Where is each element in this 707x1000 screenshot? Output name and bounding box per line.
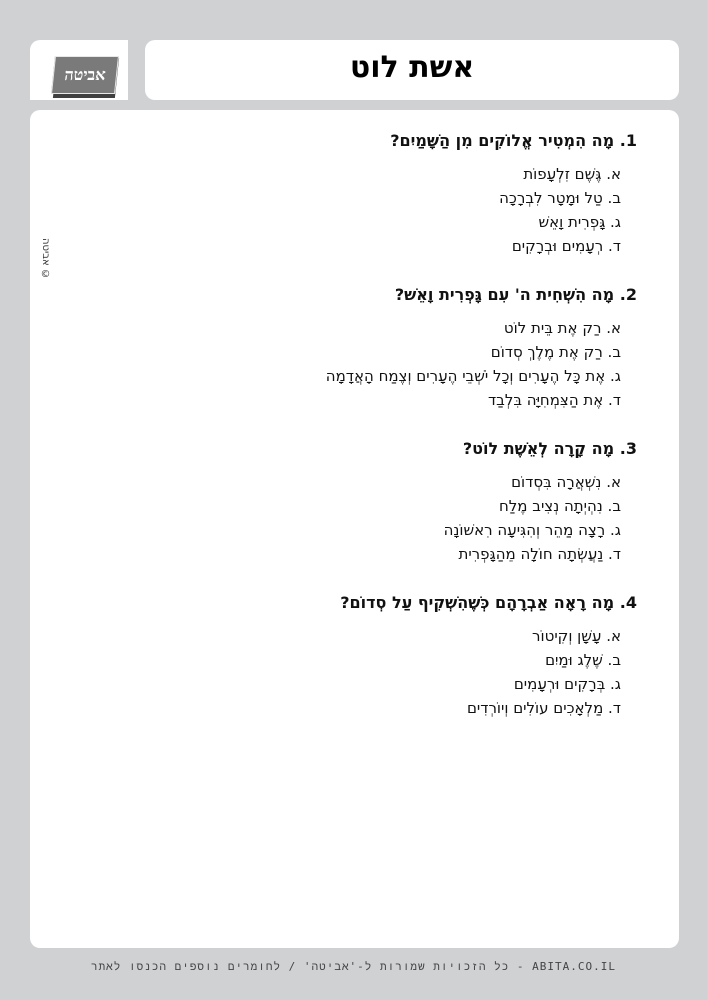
answer-option: ג. אֶת כָּל הֶעָרִים וְכָל יֹשְׁבֵי הֶעָרִים וְצֶמַח הָאֲדָמָה <box>325 367 621 385</box>
answer-option: ד. רְעָמִים וּבְרָקִים <box>511 237 621 255</box>
page-title: אשת לוט <box>349 50 475 85</box>
question-1 <box>77 130 637 258</box>
questions-list <box>77 130 637 746</box>
question-4 <box>77 592 637 720</box>
answer-option: א. נִשְׁאֲרָה בִּסְדוֹם <box>511 473 621 491</box>
question-text: 1. מָה הִמְטִיר אֱלוֹקִים מִן הַשָּׁמַיִם? <box>390 131 637 150</box>
question-2 <box>77 284 637 412</box>
answer-option: ב. שֶׁלֶג וּמַיִם <box>545 651 621 669</box>
answer-option: ב. נִהְיְתָה נְצִיב מֶלַח <box>498 497 621 515</box>
answer-option: ד. נַעֲשְׂתָה חוֹלָה מֵהַגָּפְרִית <box>458 545 621 563</box>
answer-option: ד. מַלְאָכִים עוֹלִים וְיוֹרְדִים <box>466 699 621 717</box>
question-3 <box>77 438 637 566</box>
question-text: 3. מָה קָרָה לְאֵשֶׁת לוֹט? <box>462 439 637 458</box>
title-bar <box>145 40 679 100</box>
answer-option: ג. בְּרָקִים וּרְעָמִים <box>513 675 621 693</box>
answer-option: א. גֶּשֶׁם זִלְעָפוֹת <box>523 165 621 183</box>
footer-copyright: כל הזכויות שמורות ל-'אביטה' / לחומרים נוספים הכנסו לאתר - ABITA.CO.IL <box>90 960 617 973</box>
question-text: 2. מָה הִשְׁחִית ה' עִם גָּפְרִית וָאֵשׁ? <box>394 285 637 304</box>
question-text: 4. מָה רָאָה אַבְרָהָם כְּשֶׁהִשְׁקִיף עַל סְדוֹם? <box>340 593 637 612</box>
answer-option: ג. גָּפְרִית וָאֵשׁ <box>538 213 621 231</box>
answer-option: ד. אֶת הַצִּמְחִיָּה בִּלְבַד <box>487 391 621 409</box>
answer-option: א. עָשָׁן וְקִיטוֹר <box>532 627 621 645</box>
answer-option: א. רַק אֶת בֵּית לוֹט <box>503 319 621 337</box>
copyright-mark: © אביטה <box>40 238 51 280</box>
brand-logo: אביטה <box>51 56 119 94</box>
answer-option: ב. רַק אֶת מֶלֶךְ סְדוֹם <box>490 343 621 361</box>
answer-option: ב. טַל וּמָטָר לִבְרָכָה <box>499 189 621 207</box>
answer-option: ג. רָצָה מַהֵר וְהִגִּיעָה רִאשׁוֹנָה <box>443 521 621 539</box>
